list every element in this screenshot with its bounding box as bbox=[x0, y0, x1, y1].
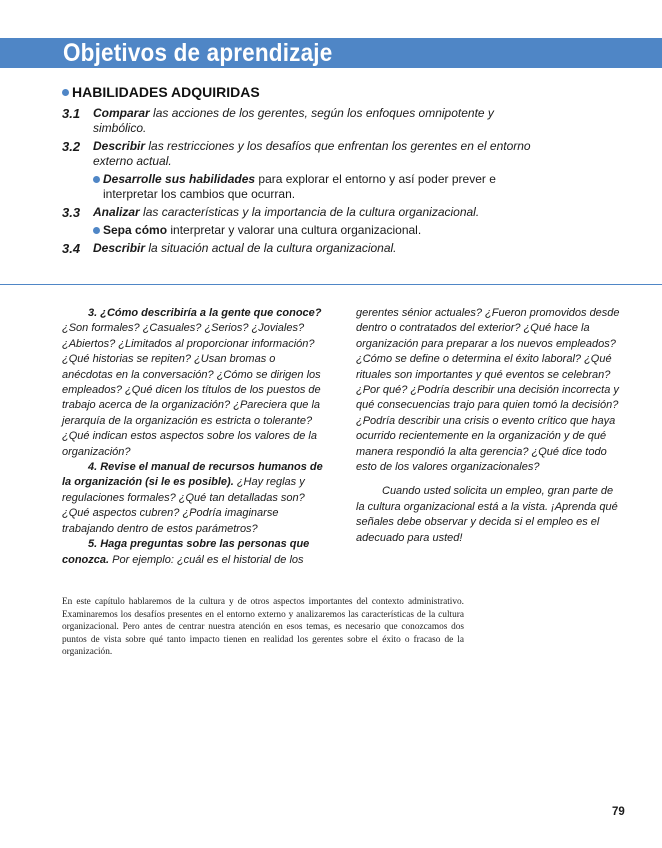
subitem-text: interpretar y valorar una cultura organizacional. bbox=[167, 223, 422, 237]
closing-paragraph: Cuando usted solicita un empleo, gran parte de la cultura organizacional está a la vista. ¡Aprenda qué señales debe observar y decida si el empleo es el adecuado para usted! bbox=[356, 485, 618, 544]
chapter-intro-paragraph: En este capítulo hablaremos de la cultura y de otros aspectos importantes del contexto administrativo. Examinaremos los desafíos presentes en el entorno externo y analizaremos las características de la cultura organizacional. Pero antes de centrar nuestra atención en esos temas, es necesario que conozcamos dos puntos de vista sobre qué tanto impacto tienen en realidad los gerentes sobre el éxito o fracaso de la organización. bbox=[62, 597, 464, 658]
question-5-text: Por ejemplo: ¿cuál es el historial de los bbox=[109, 553, 304, 566]
question-3 bbox=[62, 306, 328, 460]
objective-subitem bbox=[62, 172, 532, 202]
objective-text: las restricciones y los desafíos que enfrentan los gerentes en el entorno externo actual. bbox=[93, 139, 531, 168]
question-4-label: 4. Revise el manual de recursos humanos de la organización (si le es posible). bbox=[62, 461, 323, 489]
objective-verb: Comparar bbox=[93, 106, 150, 120]
objective-item bbox=[62, 106, 532, 136]
question-5 bbox=[62, 537, 328, 568]
objective-number: 3.3 bbox=[62, 205, 81, 220]
column-left bbox=[62, 306, 328, 568]
bullet-icon bbox=[93, 176, 100, 183]
bullet-icon bbox=[62, 89, 69, 96]
objective-subitem bbox=[62, 223, 532, 238]
objective-item bbox=[62, 241, 532, 256]
objective-text: la situación actual de la cultura organizacional. bbox=[145, 241, 397, 255]
objective-number: 3.4 bbox=[62, 241, 81, 256]
question-3-text: ¿Son formales? ¿Casuales? ¿Serios? ¿Joviales? ¿Abiertos? ¿Limitados al proporcionar información? ¿Qué historias se repiten? ¿Usan bromas o anécdotas en la conversación? ¿Cómo se dirigen los empleados? ¿Qué dicen los títulos de los puestos de trabajo acerca de la organización? ¿Pareciera que la jerarquía de la organización es estricta o tolerante? ¿Qué indican estos aspectos sobre los valores de la organización? bbox=[62, 322, 321, 458]
subitem-verb: Desarrolle sus habilidades bbox=[103, 172, 256, 186]
subitem-verb: Sepa cómo bbox=[103, 223, 168, 237]
header-banner bbox=[0, 38, 662, 68]
bullet-icon bbox=[93, 227, 100, 234]
objective-verb: Describir bbox=[93, 139, 146, 153]
subitem-text: para explorar el entorno y así poder prever e interpretar los cambios que ocurran. bbox=[103, 172, 496, 201]
objective-number: 3.2 bbox=[62, 139, 81, 154]
objectives-heading-text: HABILIDADES ADQUIRIDAS bbox=[72, 84, 260, 100]
question-4-text: ¿Hay reglas y regulaciones formales? ¿Qué tan detalladas son? ¿Qué aspectos cubren? ¿Podría imaginarse trabajando dentro de estos parámetros? bbox=[62, 476, 305, 535]
objective-verb: Analizar bbox=[93, 205, 140, 219]
section-divider bbox=[0, 284, 662, 285]
question-5-label: 5. Haga preguntas sobre las personas que conozca. bbox=[62, 538, 310, 566]
learning-objectives bbox=[62, 84, 532, 259]
question-3-label: 3. ¿Cómo describiría a la gente que conoce? bbox=[88, 307, 322, 319]
objective-verb: Describir bbox=[93, 241, 146, 255]
page-title: Objetivos de aprendizaje bbox=[63, 39, 333, 67]
objectives-heading bbox=[62, 84, 532, 100]
objective-number: 3.1 bbox=[62, 106, 81, 121]
column-right bbox=[356, 306, 624, 546]
question-4 bbox=[62, 460, 328, 537]
objective-text: las características y la importancia de la cultura organizacional. bbox=[139, 205, 480, 219]
objective-item bbox=[62, 139, 532, 169]
objective-item bbox=[62, 205, 532, 220]
question-5-continued: gerentes sénior actuales? ¿Fueron promovidos desde dentro o contratados del exterior? ¿Qué hace la organización para preparar a los nuevos empleados? ¿Cómo se define o determina el éxito laboral? ¿Qué rituales son importantes y qué eventos se celebran? ¿Por qué? ¿Podría describir una decisión incorrecta y qué consecuencias trajo para quien tomó la decisión? ¿Podría describir una crisis o evento crítico que haya ocurrido recientemente en la organización y de qué manera respondió la alta gerencia? ¿Qué dice todo esto de los valores organizacionales? bbox=[356, 307, 620, 474]
page-number: 79 bbox=[612, 806, 625, 818]
objective-text: las acciones de los gerentes, según los enfoques omnipotente y simbólico. bbox=[93, 106, 494, 135]
